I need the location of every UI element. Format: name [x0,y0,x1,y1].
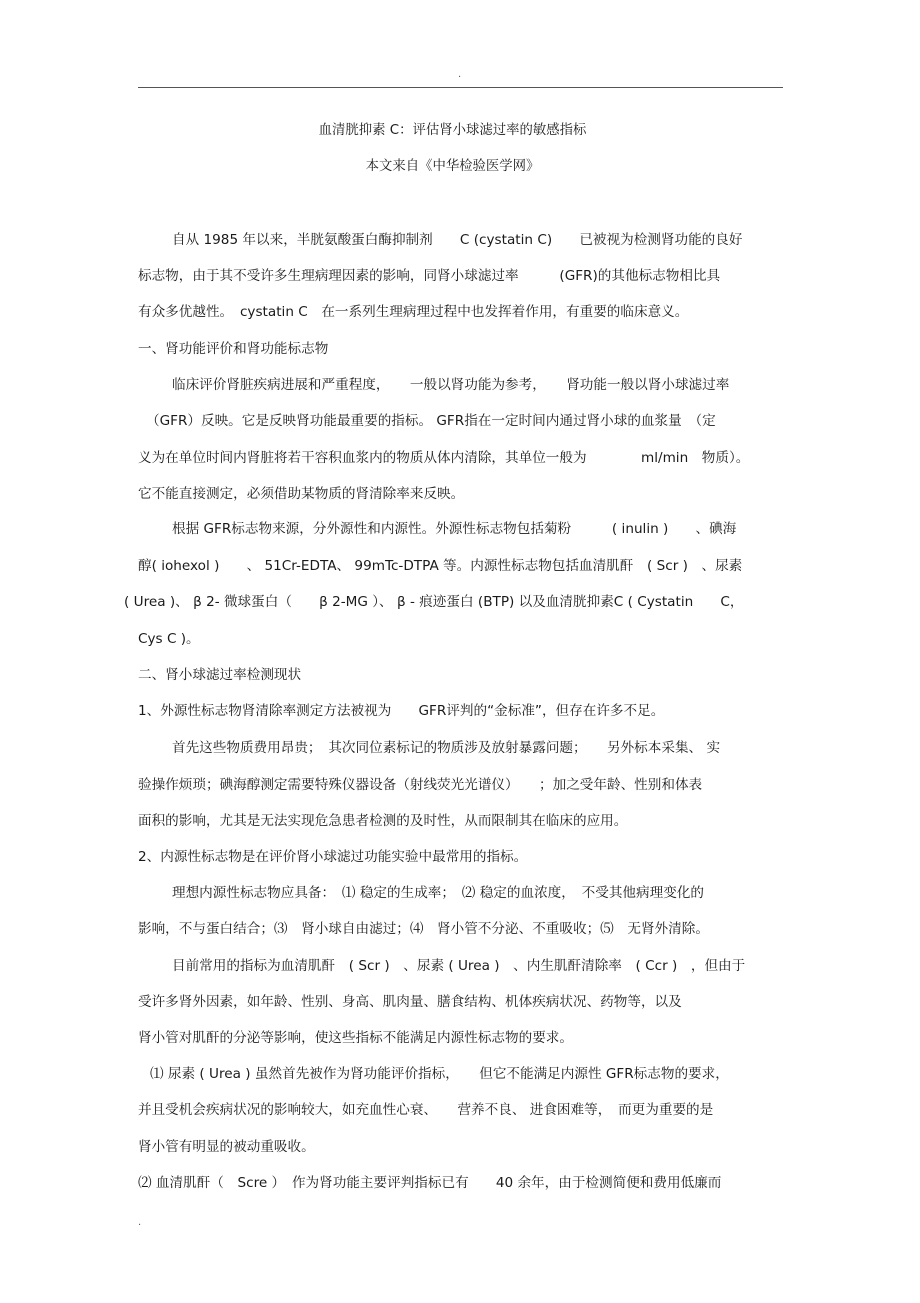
paragraph-line: 理想内源性标志物应具备： ⑴ 稳定的生成率； ⑵ 稳定的血浓度， 不受其他病理变化的 [172,885,704,901]
paragraph-line: 肾小管对肌酐的分泌等影响，使这些指标不能满足内源性标志物的要求。 [138,1030,573,1046]
paragraph-line: 受许多肾外因素，如年龄、性别、身高、肌肉量、膳食结构、机体疾病状况、药物等，以及 [138,994,682,1010]
paragraph-line: ⑴ 尿素 ( Urea ) 虽然首先被作为肾功能评价指标， 但它不能满足内源性 GFR标志物的要求， [150,1066,729,1082]
paragraph-line: 并且受机会疾病状况的影响较大，如充血性心衰、 营养不良、 进食困难等， 而更为重要的是 [138,1102,714,1118]
paragraph-line: 醇( iohexol ) 、 51Cr-EDTA、 99mTc-DTPA 等。内源性标志物包括血清肌酐 ( Scr ) 、尿素 [138,558,743,574]
paragraph-line: ⑵ 血清肌酐（ Scre ） 作为肾功能主要评判指标已有 40 余年，由于检测简便和费用低廉而 [138,1175,722,1191]
footer-mark: . [138,1217,142,1228]
paragraph-line: Cys C )。 [138,631,200,647]
paragraph-line: 根据 GFR标志物来源，分外源性和内源性。外源性标志物包括菊粉 ( inulin ) 、碘海 [172,521,737,537]
paragraph-line: 义为在单位时间内肾脏将若干容积血浆内的物质从体内清除，其单位一般为 ml/min 物质）。 [138,450,750,466]
document-source: 本文来自《中华检验医学网》 [365,158,540,174]
paragraph-line: 有众多优越性。 cystatin C 在一系列生理病理过程中也发挥着作用，有重要的临床意义。 [138,304,689,320]
paragraph-line: 临床评价肾脏疾病进展和严重程度， 一般以肾功能为参考， 肾功能一般以肾小球滤过率 [172,377,730,393]
paragraph-line: 它不能直接测定，必须借助某物质的肾清除率来反映。 [138,486,465,502]
paragraph-line: 验操作烦琐；碘海醇测定需要特殊仪器设备（射线荧光光谱仪） ；加之受年龄、性别和体表 [138,777,703,793]
paragraph-line: 面积的影响，尤其是无法实现危急患者检测的及时性，从而限制其在临床的应用。 [138,813,628,829]
paragraph-line: 标志物，由于其不受许多生理病理因素的影响，同肾小球滤过率 (GFR)的其他标志物相比具 [138,268,721,284]
section-heading: 二、肾小球滤过率检测现状 [138,667,302,683]
paragraph-line: 首先这些物质费用昂贵； 其次同位素标记的物质涉及放射暴露问题； 另外标本采集、 实 [172,740,721,756]
paragraph-line: （GFR）反映。它是反映肾功能最重要的指标。 GFR指在一定时间内通过肾小球的血浆量 （定 [146,413,716,429]
header-rule [138,87,783,88]
paragraph-line: ( Urea )、 β 2- 微球蛋白（ β 2-MG ）、 β - 痕迹蛋白 (BTP) 以及血清胱抑素C ( Cystatin C， [124,594,744,610]
paragraph-line: 目前常用的指标为血清肌酐 ( Scr ) 、尿素 ( Urea ) 、内生肌酐清除率 ( Ccr ) ，但由于 [172,958,746,974]
paragraph-line: 自从 1985 年以来，半胱氨酸蛋白酶抑制剂 C (cystatin C) 已被视为检测肾功能的良好 [172,232,743,248]
document-title: 血清胱抑素 C：评估肾小球滤过率的敏感指标 [318,122,587,138]
subsection-heading: 2、内源性标志物是在评价肾小球滤过功能实验中最常用的指标。 [138,849,528,865]
paragraph-line: 影响，不与蛋白结合；⑶ 肾小球自由滤过；⑷ 肾小管不分泌、不重吸收；⑸ 无肾外清除。 [138,921,709,937]
header-mark: . [458,69,462,80]
paragraph-line: 肾小管有明显的被动重吸收。 [138,1139,315,1155]
section-heading: 一、肾功能评价和肾功能标志物 [138,341,329,357]
subsection-heading: 1、外源性标志物肾清除率测定方法被视为 GFR评判的“金标准”，但存在许多不足。 [138,703,665,719]
